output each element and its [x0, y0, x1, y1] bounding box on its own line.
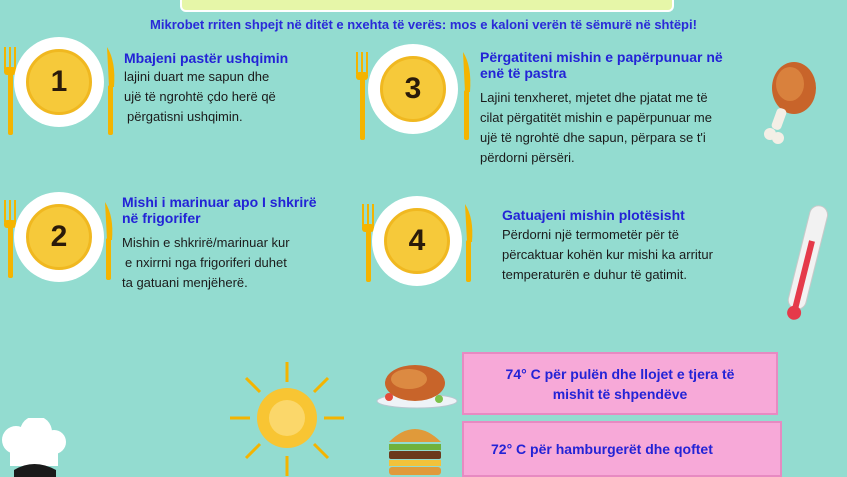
page-subtitle: Mikrobet rriten shpejt në ditët e nxehta të verës: mos e kaloni verën të sëmurë në shtëpi! [150, 17, 697, 32]
plate-number-4 [372, 196, 462, 286]
burger-icon [385, 420, 445, 477]
tip-3-title: Përgatiteni mishin e papërpunuar në enë të pastra [480, 49, 723, 81]
plate-number-1 [14, 37, 104, 127]
knife-icon [462, 204, 476, 284]
thermometer-icon [780, 200, 830, 330]
tip-3-body: Lajini tenxheret, mjetet dhe pjatat me të cilat përgatitët mishin e papërpunuar me ujë të ngrohtë dhe sapun, përpara se t'i përdorni përsëri. [480, 90, 712, 165]
plate-number-2 [14, 192, 104, 282]
tip-1-body: lajini duart me sapun dhe ujë të ngrohtë çdo herë që përgatisni ushqimin. [124, 69, 276, 124]
plate-number-3 [368, 44, 458, 134]
temperature-poultry-box: 74° C për pulën dhe llojet e tjera të mishit të shpendëve [462, 352, 778, 415]
sun-icon [228, 360, 346, 477]
tip-1-title: Mbajeni pastër ushqimin [124, 50, 289, 66]
tip-4-body: Përdorni një termometër për të përcaktuar kohën kur mishi ka arritur temperaturën e duhur të gatimit. [502, 227, 713, 282]
roast-chicken-icon [375, 355, 460, 410]
chicken-leg-icon [760, 58, 820, 148]
step-number: 2 [26, 204, 92, 270]
step-number: 1 [26, 49, 92, 115]
tip-2-title: Mishi i marinuar apo I shkrirë në frigorifer [122, 194, 317, 226]
step-number: 3 [380, 56, 446, 122]
knife-icon [104, 47, 118, 137]
tip-2-body: Mishin e shkrirë/marinuar kur e nxirrni nga frigoriferi duhet ta gatuani menjëherë. [122, 235, 290, 290]
chef-hat-icon [0, 418, 70, 477]
temperature-burger-box: 72° C për hamburgerët dhe qoftet [462, 421, 782, 477]
top-banner [180, 0, 674, 12]
knife-icon [460, 52, 474, 142]
knife-icon [102, 202, 116, 282]
tip-4-title: Gatuajeni mishin plotësisht [502, 207, 685, 223]
step-number: 4 [384, 208, 450, 274]
